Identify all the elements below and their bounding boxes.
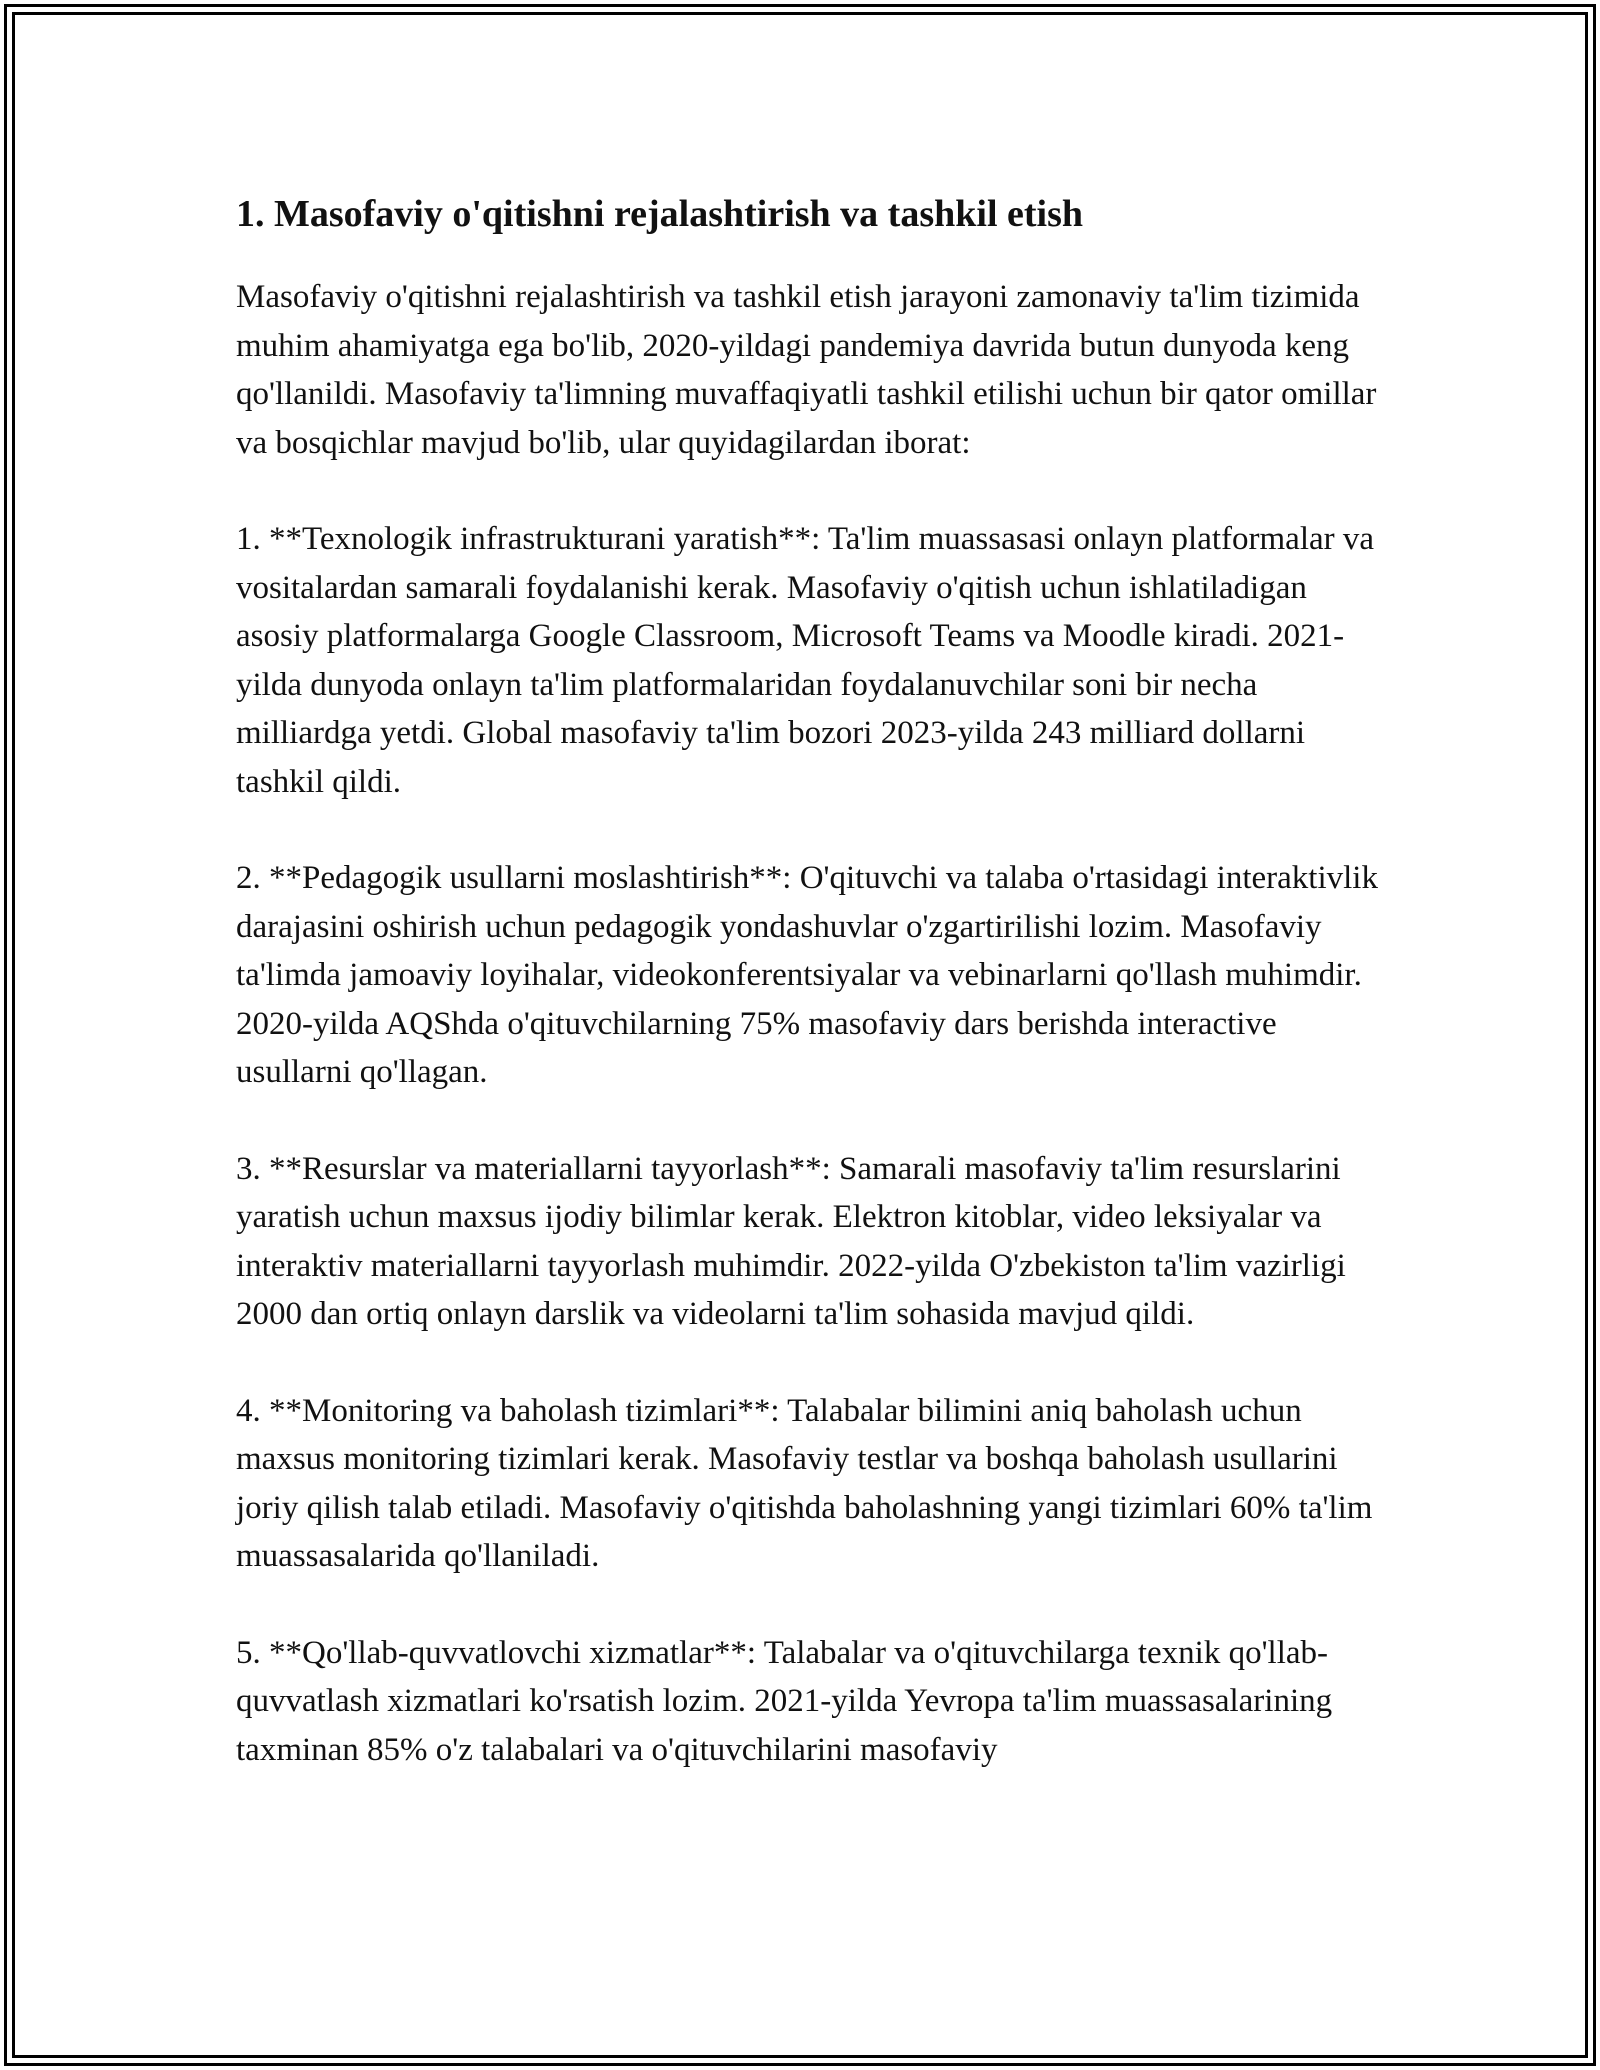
intro-paragraph: Masofaviy o'qitishni rejalashtirish va tashkil etish jarayoni zamonaviy ta'lim tizimida muhim ahamiyatga ega bo'lib, 2020-yildagi pandemiya davrida butun dunyoda keng qo'llanildi. Masofaviy ta'limning muvaffaqiyatli tashkil etilishi uchun bir qator omillar va bosqichlar mavjud bo'lib, ular quyidagilardan iborat:	[236, 279, 1377, 461]
document-body	[236, 185, 1396, 1822]
item-monitoring-assessment: 4. **Monitoring va baholash tizimlari**: Talabalar bilimini aniq baholash uchun maxsus monitoring tizimlari kerak. Masofaviy testlar va boshqa baholash usullarini joriy qilish talab etiladi. Masofaviy o'qitishda baholashning yangi tizimlari 60% ta'lim muassasalarida qo'llaniladi.	[236, 1392, 1373, 1574]
item-technology-infrastructure: 1. **Texnologik infrastrukturani yaratish**: Ta'lim muassasasi onlayn platformalar va vositalardan samarali foydalanishi kerak. Masofaviy o'qitish uchun ishlatiladigan asosiy platformalarga Google Classroom, Microsoft Teams va Moodle kiradi. 2021-yilda dunyoda onlayn ta'lim platformalaridan foydalanuvchilar soni bir necha milliardga yetdi. Global masofaviy ta'lim bozori 2023-yilda 243 milliard dollarni tashkil qildi.	[236, 521, 1375, 800]
item-pedagogical-methods: 2. **Pedagogik usullarni moslashtirish**: O'qituvchi va talaba o'rtasidagi interaktivlik darajasini oshirish uchun pedagogik yondashuvlar o'zgartirilishi lozim. Masofaviy ta'limda jamoaviy loyihalar, videokonferentsiyalar va vebinarlarni qo'llash muhimdir. 2020-yilda AQShda o'qituvchilarning 75% masofaviy dars berishda interactive usullarni qo'llagan.	[236, 860, 1378, 1090]
item-support-services: 5. **Qo'llab-quvvatlovchi xizmatlar**: Talabalar va o'qituvchilarga texnik qo'llab-quvvatlash xizmatlari ko'rsatish lozim. 2021-yilda Yevropa ta'lim muassasalarining taxminan 85% o'z talabalari va o'qituvchilarini masofaviy	[236, 1634, 1333, 1768]
item-resources-materials: 3. **Resurslar va materiallarni tayyorlash**: Samarali masofaviy ta'lim resurslarini yaratish uchun maxsus ijodiy bilimlar kerak. Elektron kitoblar, video leksiyalar va interaktiv materiallarni tayyorlash muhimdir. 2022-yilda O'zbekiston ta'lim vazirligi 2000 dan ortiq onlayn darslik va videolarni ta'lim sohasida mavjud qildi.	[236, 1150, 1346, 1332]
section-heading: 1. Masofaviy o'qitishni rejalashtirish va tashkil etish	[236, 193, 1084, 235]
